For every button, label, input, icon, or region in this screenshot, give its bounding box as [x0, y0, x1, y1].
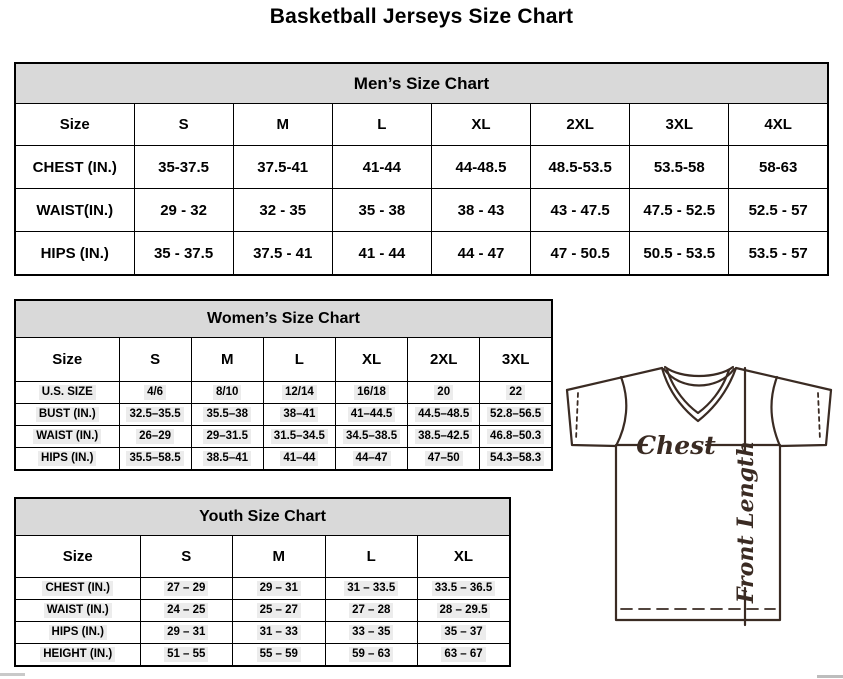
scrollbar-fragment-left[interactable]: [0, 673, 25, 676]
chest-measure-label: Chest: [636, 431, 716, 460]
size-cell: 52.5 - 57: [729, 189, 828, 232]
youth-table-title: Youth Size Chart: [15, 498, 510, 536]
size-cell: 54.3–58.3: [480, 448, 552, 471]
size-cell: 44-48.5: [431, 146, 530, 189]
size-cell: 29 – 31: [140, 622, 233, 644]
womens-table-title: Women’s Size Chart: [15, 300, 552, 338]
size-cell: 41 - 44: [332, 232, 431, 276]
size-cell: 47.5 - 52.5: [630, 189, 729, 232]
table-row: [15, 426, 552, 448]
table-row: [15, 622, 510, 644]
size-cell: 35 - 38: [332, 189, 431, 232]
row-label: HIPS (IN.): [15, 232, 134, 276]
size-cell: 32 - 35: [233, 189, 332, 232]
size-cell: 44 - 47: [431, 232, 530, 276]
size-cell: 35.5–38: [191, 404, 263, 426]
column-header: Size: [15, 536, 140, 578]
column-header: L: [332, 104, 431, 146]
row-label: CHEST (IN.): [15, 146, 134, 189]
size-cell: 29 - 32: [134, 189, 233, 232]
row-label: WAIST (IN.): [15, 600, 140, 622]
column-header: 2XL: [531, 104, 630, 146]
column-header: M: [191, 338, 263, 382]
size-cell: 32.5–35.5: [119, 404, 191, 426]
column-header: 4XL: [729, 104, 828, 146]
table-title-row: [15, 63, 828, 104]
column-header: Size: [15, 104, 134, 146]
size-cell: 4/6: [119, 382, 191, 404]
column-header: Size: [15, 338, 119, 382]
table-header-row: [15, 536, 510, 578]
row-label: WAIST(IN.): [15, 189, 134, 232]
table-row: [15, 189, 828, 232]
youth-size-table: [14, 497, 511, 667]
size-cell: 28 – 29.5: [418, 600, 511, 622]
size-cell: 37.5-41: [233, 146, 332, 189]
size-cell: 37.5 - 41: [233, 232, 332, 276]
size-cell: 38 - 43: [431, 189, 530, 232]
size-cell: 27 – 29: [140, 578, 233, 600]
size-cell: 50.5 - 53.5: [630, 232, 729, 276]
size-cell: 44.5–48.5: [408, 404, 480, 426]
column-header: 3XL: [480, 338, 552, 382]
size-cell: 25 – 27: [233, 600, 326, 622]
size-cell: 31 – 33: [233, 622, 326, 644]
table-header-row: [15, 104, 828, 146]
table-row: [15, 644, 510, 667]
front-length-measure-label: Front Length: [733, 440, 759, 604]
size-cell: 33.5 – 36.5: [418, 578, 511, 600]
size-cell: 38–41: [263, 404, 335, 426]
size-cell: 44–47: [335, 448, 407, 471]
size-cell: 41–44.5: [335, 404, 407, 426]
size-cell: 27 – 28: [325, 600, 418, 622]
size-cell: 47–50: [408, 448, 480, 471]
size-cell: 33 – 35: [325, 622, 418, 644]
row-label: HIPS (IN.): [15, 448, 119, 471]
column-header: 2XL: [408, 338, 480, 382]
size-cell: 43 - 47.5: [531, 189, 630, 232]
row-label: HEIGHT (IN.): [15, 644, 140, 667]
table-row: [15, 600, 510, 622]
table-row: [15, 448, 552, 471]
size-cell: 58-63: [729, 146, 828, 189]
row-label: U.S. SIZE: [15, 382, 119, 404]
page-title: Basketball Jerseys Size Chart: [269, 5, 574, 28]
column-header: L: [325, 536, 418, 578]
mens-size-table: [14, 62, 829, 276]
table-row: [15, 404, 552, 426]
size-cell: 48.5-53.5: [531, 146, 630, 189]
jersey-outline-icon: [567, 367, 831, 625]
size-cell: 16/18: [335, 382, 407, 404]
column-header: XL: [418, 536, 511, 578]
size-cell: 38.5–41: [191, 448, 263, 471]
table-row: [15, 146, 828, 189]
size-cell: 53.5 - 57: [729, 232, 828, 276]
column-header: L: [263, 338, 335, 382]
table-row: [15, 578, 510, 600]
column-header: S: [134, 104, 233, 146]
column-header: XL: [335, 338, 407, 382]
column-header: M: [233, 104, 332, 146]
mens-table-title: Men’s Size Chart: [15, 63, 828, 104]
row-label: HIPS (IN.): [15, 622, 140, 644]
row-label: WAIST (IN.): [15, 426, 119, 448]
size-cell: 51 – 55: [140, 644, 233, 667]
row-label: BUST (IN.): [15, 404, 119, 426]
size-cell: 59 – 63: [325, 644, 418, 667]
size-cell: 35 – 37: [418, 622, 511, 644]
size-cell: 20: [408, 382, 480, 404]
size-cell: 31.5–34.5: [263, 426, 335, 448]
size-cell: 35-37.5: [134, 146, 233, 189]
size-cell: 47 - 50.5: [531, 232, 630, 276]
column-header: 3XL: [630, 104, 729, 146]
size-cell: 38.5–42.5: [408, 426, 480, 448]
size-cell: 34.5–38.5: [335, 426, 407, 448]
size-cell: 52.8–56.5: [480, 404, 552, 426]
table-header-row: [15, 338, 552, 382]
size-cell: 41–44: [263, 448, 335, 471]
size-cell: 31 – 33.5: [325, 578, 418, 600]
size-cell: 35.5–58.5: [119, 448, 191, 471]
column-header: S: [119, 338, 191, 382]
size-cell: 29 – 31: [233, 578, 326, 600]
table-title-row: [15, 300, 552, 338]
jersey-diagram: [555, 356, 843, 677]
scrollbar-fragment-right[interactable]: [817, 675, 843, 678]
womens-size-table: [14, 299, 553, 471]
size-cell: 55 – 59: [233, 644, 326, 667]
size-cell: 53.5-58: [630, 146, 729, 189]
column-header: XL: [431, 104, 530, 146]
size-cell: 41-44: [332, 146, 431, 189]
column-header: S: [140, 536, 233, 578]
size-cell: 63 – 67: [418, 644, 511, 667]
size-cell: 26–29: [119, 426, 191, 448]
size-cell: 35 - 37.5: [134, 232, 233, 276]
size-cell: 29–31.5: [191, 426, 263, 448]
size-cell: 24 – 25: [140, 600, 233, 622]
column-header: M: [233, 536, 326, 578]
table-title-row: [15, 498, 510, 536]
size-cell: 8/10: [191, 382, 263, 404]
table-row: [15, 232, 828, 276]
size-cell: 12/14: [263, 382, 335, 404]
size-cell: 22: [480, 382, 552, 404]
row-label: CHEST (IN.): [15, 578, 140, 600]
table-row: [15, 382, 552, 404]
size-cell: 46.8–50.3: [480, 426, 552, 448]
